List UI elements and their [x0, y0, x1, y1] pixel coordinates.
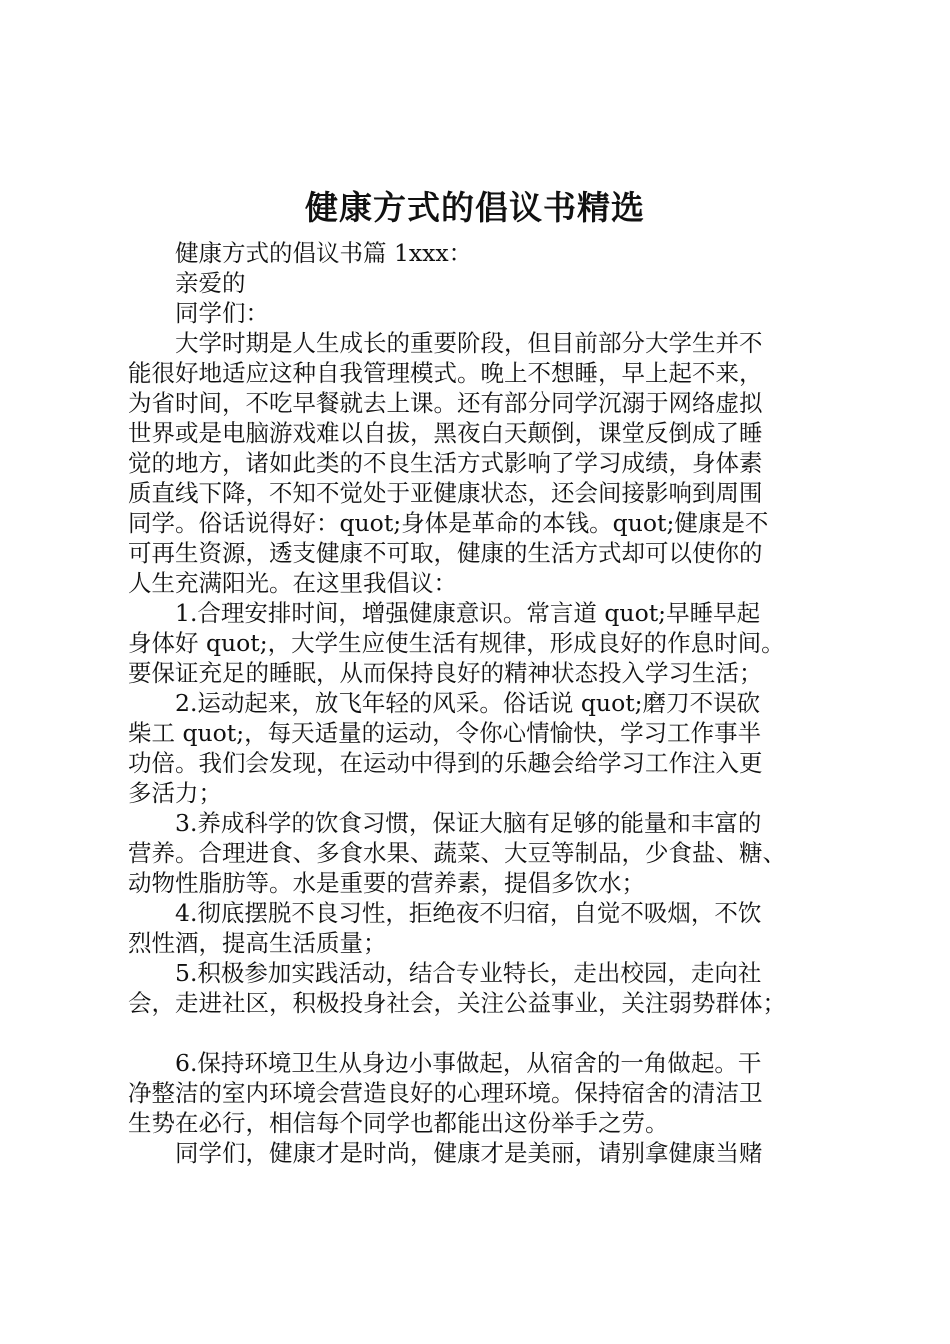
document-title: 健康方式的倡议书精选 [305, 188, 645, 227]
text-line: 生势在必行，相信每个同学也都能出这份举手之劳。 [128, 1109, 669, 1137]
text-line: 健康方式的倡议书篇 1xxx： [128, 239, 473, 267]
text-line: 会，走进社区，积极投身社会，关注公益事业，关注弱势群体； [128, 989, 786, 1017]
text-line: 能很好地适应这种自我管理模式。晚上不想睡，早上起不来， [128, 359, 763, 387]
text-line: 为省时间，不吃早餐就去上课。还有部分同学沉溺于网络虚拟 [128, 389, 763, 417]
text-line: 烈性酒，提高生活质量； [128, 929, 387, 957]
text-line: 同学们： [128, 299, 269, 327]
text-line: 身体好 quot;，大学生应使生活有规律，形成良好的作息时间。 [128, 629, 785, 657]
text-line: 要保证充足的睡眠，从而保持良好的精神状态投入学习生活； [128, 659, 763, 687]
text-line: 营养。合理进食、多食水果、蔬菜、大豆等制品，少食盐、糖、 [128, 839, 786, 867]
text-line: 5.积极参加实践活动，结合专业特长，走出校园，走向社 [128, 959, 762, 987]
text-line: 4.彻底摆脱不良习性，拒绝夜不归宿，自觉不吸烟，不饮 [128, 899, 762, 927]
text-line: 人生充满阳光。在这里我倡议： [128, 569, 457, 597]
text-line: 柴工 quot;，每天适量的运动，令你心情愉快，学习工作事半 [128, 719, 762, 747]
text-line: 同学们，健康才是时尚，健康才是美丽，请别拿健康当赌 [128, 1139, 763, 1167]
text-line: 1.合理安排时间，增强健康意识。常言道 quot;早睡早起 [128, 599, 761, 627]
text-line: 觉的地方，诸如此类的不良生活方式影响了学习成绩，身体素 [128, 449, 763, 477]
text-line: 世界或是电脑游戏难以自拔，黑夜白天颠倒，课堂反倒成了睡 [128, 419, 763, 447]
text-line: 3.养成科学的饮食习惯，保证大脑有足够的能量和丰富的 [128, 809, 762, 837]
text-line: 可再生资源，透支健康不可取，健康的生活方式却可以使你的 [128, 539, 763, 567]
text-line: 多活力； [128, 779, 222, 807]
text-line: 亲爱的 [128, 269, 246, 297]
text-line: 净整洁的室内环境会营造良好的心理环境。保持宿舍的清洁卫 [128, 1079, 763, 1107]
text-line: 功倍。我们会发现，在运动中得到的乐趣会给学习工作注入更 [128, 749, 763, 777]
text-line: 大学时期是人生成长的重要阶段，但目前部分大学生并不 [128, 329, 763, 357]
text-line: 同学。俗话说得好：quot;身体是革命的本钱。quot;健康是不 [128, 509, 769, 537]
text-line: 质直线下降，不知不觉处于亚健康状态，还会间接影响到周围 [128, 479, 763, 507]
text-line: 动物性脂肪等。水是重要的营养素，提倡多饮水； [128, 869, 645, 897]
document-body [128, 238, 832, 1168]
blank-line [128, 1018, 832, 1048]
text-line: 6.保持环境卫生从身边小事做起，从宿舍的一角做起。干 [128, 1049, 762, 1077]
text-line: 2.运动起来，放飞年轻的风采。俗话说 quot;磨刀不误砍 [128, 689, 761, 717]
